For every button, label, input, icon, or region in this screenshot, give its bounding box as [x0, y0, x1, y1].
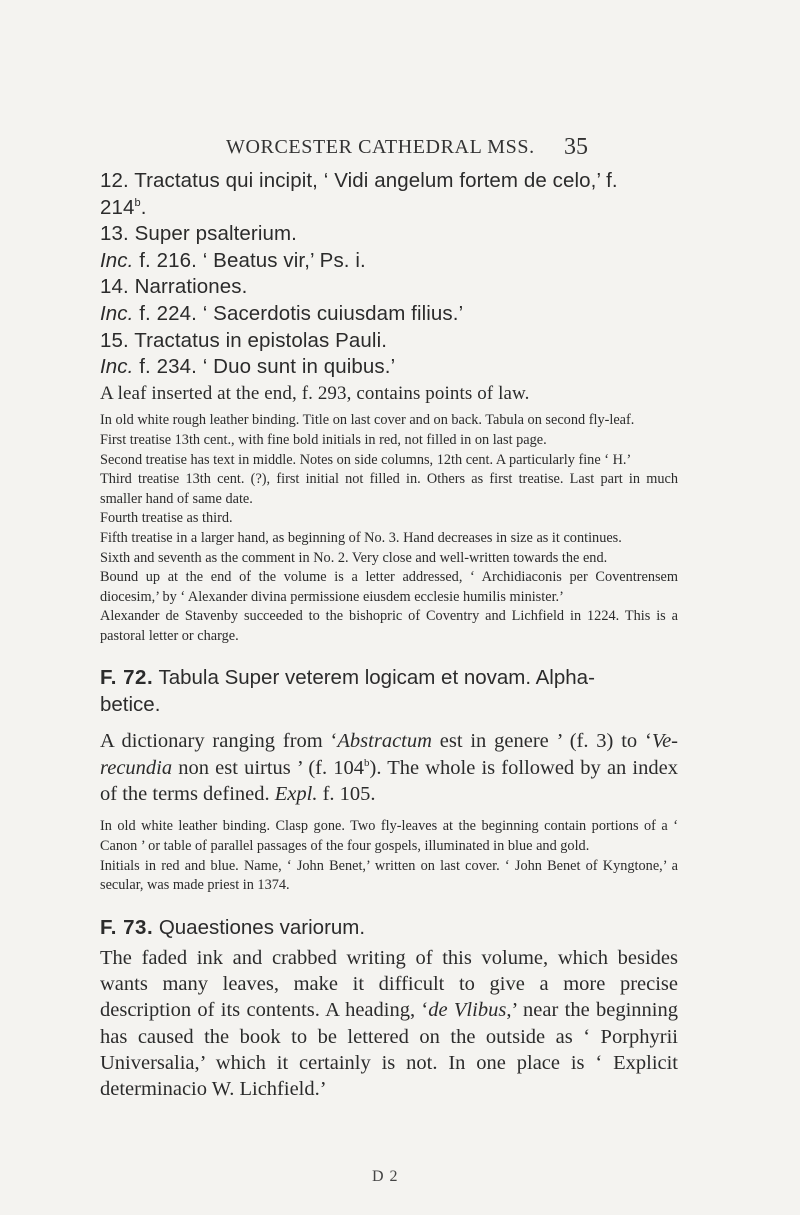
entry-14-title: 14. Narrationes. — [100, 275, 248, 299]
f72-heading: F. 72. Tabula Super veterem logicam et novam. Alpha- — [100, 666, 595, 690]
f71-note-second: Second treatise has text in middle. Notes on side columns, 12th cent. A particularly fine ‘ H.’ — [100, 451, 632, 468]
entry-14-incipit: Inc. f. 224. ‘ Sacerdotis cuiusdam filius.’ — [100, 301, 464, 325]
entry-15-incipit: Inc. f. 234. ‘ Duo sunt in quibus.’ — [100, 355, 396, 379]
f71-note-letter: Bound up at the end of the volume is a letter addressed, ‘ Archidiaconis per Coventrensem diocesim,’ by ‘ Alexander divina permissione eiusdem ecclesie humilis minister.’ — [100, 569, 678, 605]
f72-description: A dictionary ranging from ‘Abstractum est in genere ’ (f. 3) to ‘Ve-recundia non est uirtus ’ (f. 104$^b$). The whole is followed by an index of the terms defined. Expl. f. 105. — [100, 730, 678, 806]
entry-12-line2: 214$^b$. — [100, 195, 147, 219]
f71-note-sixth: Sixth and seventh as the comment in No. 2. Very close and well-written towards the end. — [100, 549, 608, 566]
f72-heading-cont: betice. — [100, 693, 161, 717]
entry-12-line1: 12. Tractatus qui incipit, ‘ Vidi angelum fortem de celo,’ f. — [100, 169, 618, 192]
entry-13-title: 13. Super psalterium. — [100, 222, 297, 246]
entry-15-title: 15. Tractatus in epistolas Pauli. — [100, 328, 388, 352]
page-number: 35 — [564, 134, 588, 160]
entry-13-incipit: Inc. f. 216. ‘ Beatus vir,’ Ps. i. — [100, 248, 366, 272]
running-title: WORCESTER CATHEDRAL MSS. — [226, 136, 535, 158]
f71-note-fourth: Fourth treatise as third. — [100, 510, 233, 527]
page-content — [100, 168, 678, 1103]
page-header — [0, 136, 800, 166]
f71-note-binding: In old white rough leather binding. Title on last cover and on back. Tabula on second fly-leaf. — [100, 412, 635, 429]
f71-note-stavenby: Alexander de Stavenby succeeded to the bishopric of Coventry and Lichfield in 1224. This is a pastoral letter or charge. — [100, 608, 678, 644]
f71-note-third: Third treatise 13th cent. (?), first initial not filled in. Others as first treatise. Last part in much smaller hand of same date. — [100, 471, 678, 507]
f73-description: The faded ink and crabbed writing of this volume, which besides wants many leaves, make it difficult to give a more precise description of its contents. A heading, ‘de Vlibus,’ near the beginning has caused the book to be lettered on the outside as ‘ Porphyrii Universalia,’ which it certainly is not. In one place is ‘ Explicit determinacio W. Lichfield.’ — [100, 946, 678, 1101]
f71-note-fifth: Fifth treatise in a larger hand, as beginning of No. 3. Hand decreases in size as it continues. — [100, 529, 622, 546]
f72-note-initials: Initials in red and blue. Name, ‘ John Benet,’ written on last cover. ‘ John Benet of Kyngtone,’ a secular, was made priest in 1374. — [100, 857, 678, 894]
leaf-note: A leaf inserted at the end, f. 293, contains points of law. — [100, 382, 530, 404]
f71-note-first: First treatise 13th cent., with fine bold initials in red, not filled in on last page. — [100, 431, 547, 448]
f73-heading: F. 73. Quaestiones variorum. — [100, 915, 366, 939]
signature-mark: D 2 — [372, 1168, 399, 1185]
f72-note-binding: In old white leather binding. Clasp gone. Two fly-leaves at the beginning contain portions of a ‘ Canon ’ or table of parallel passages of the four gospels, illuminated in blue and gold. — [100, 818, 678, 854]
